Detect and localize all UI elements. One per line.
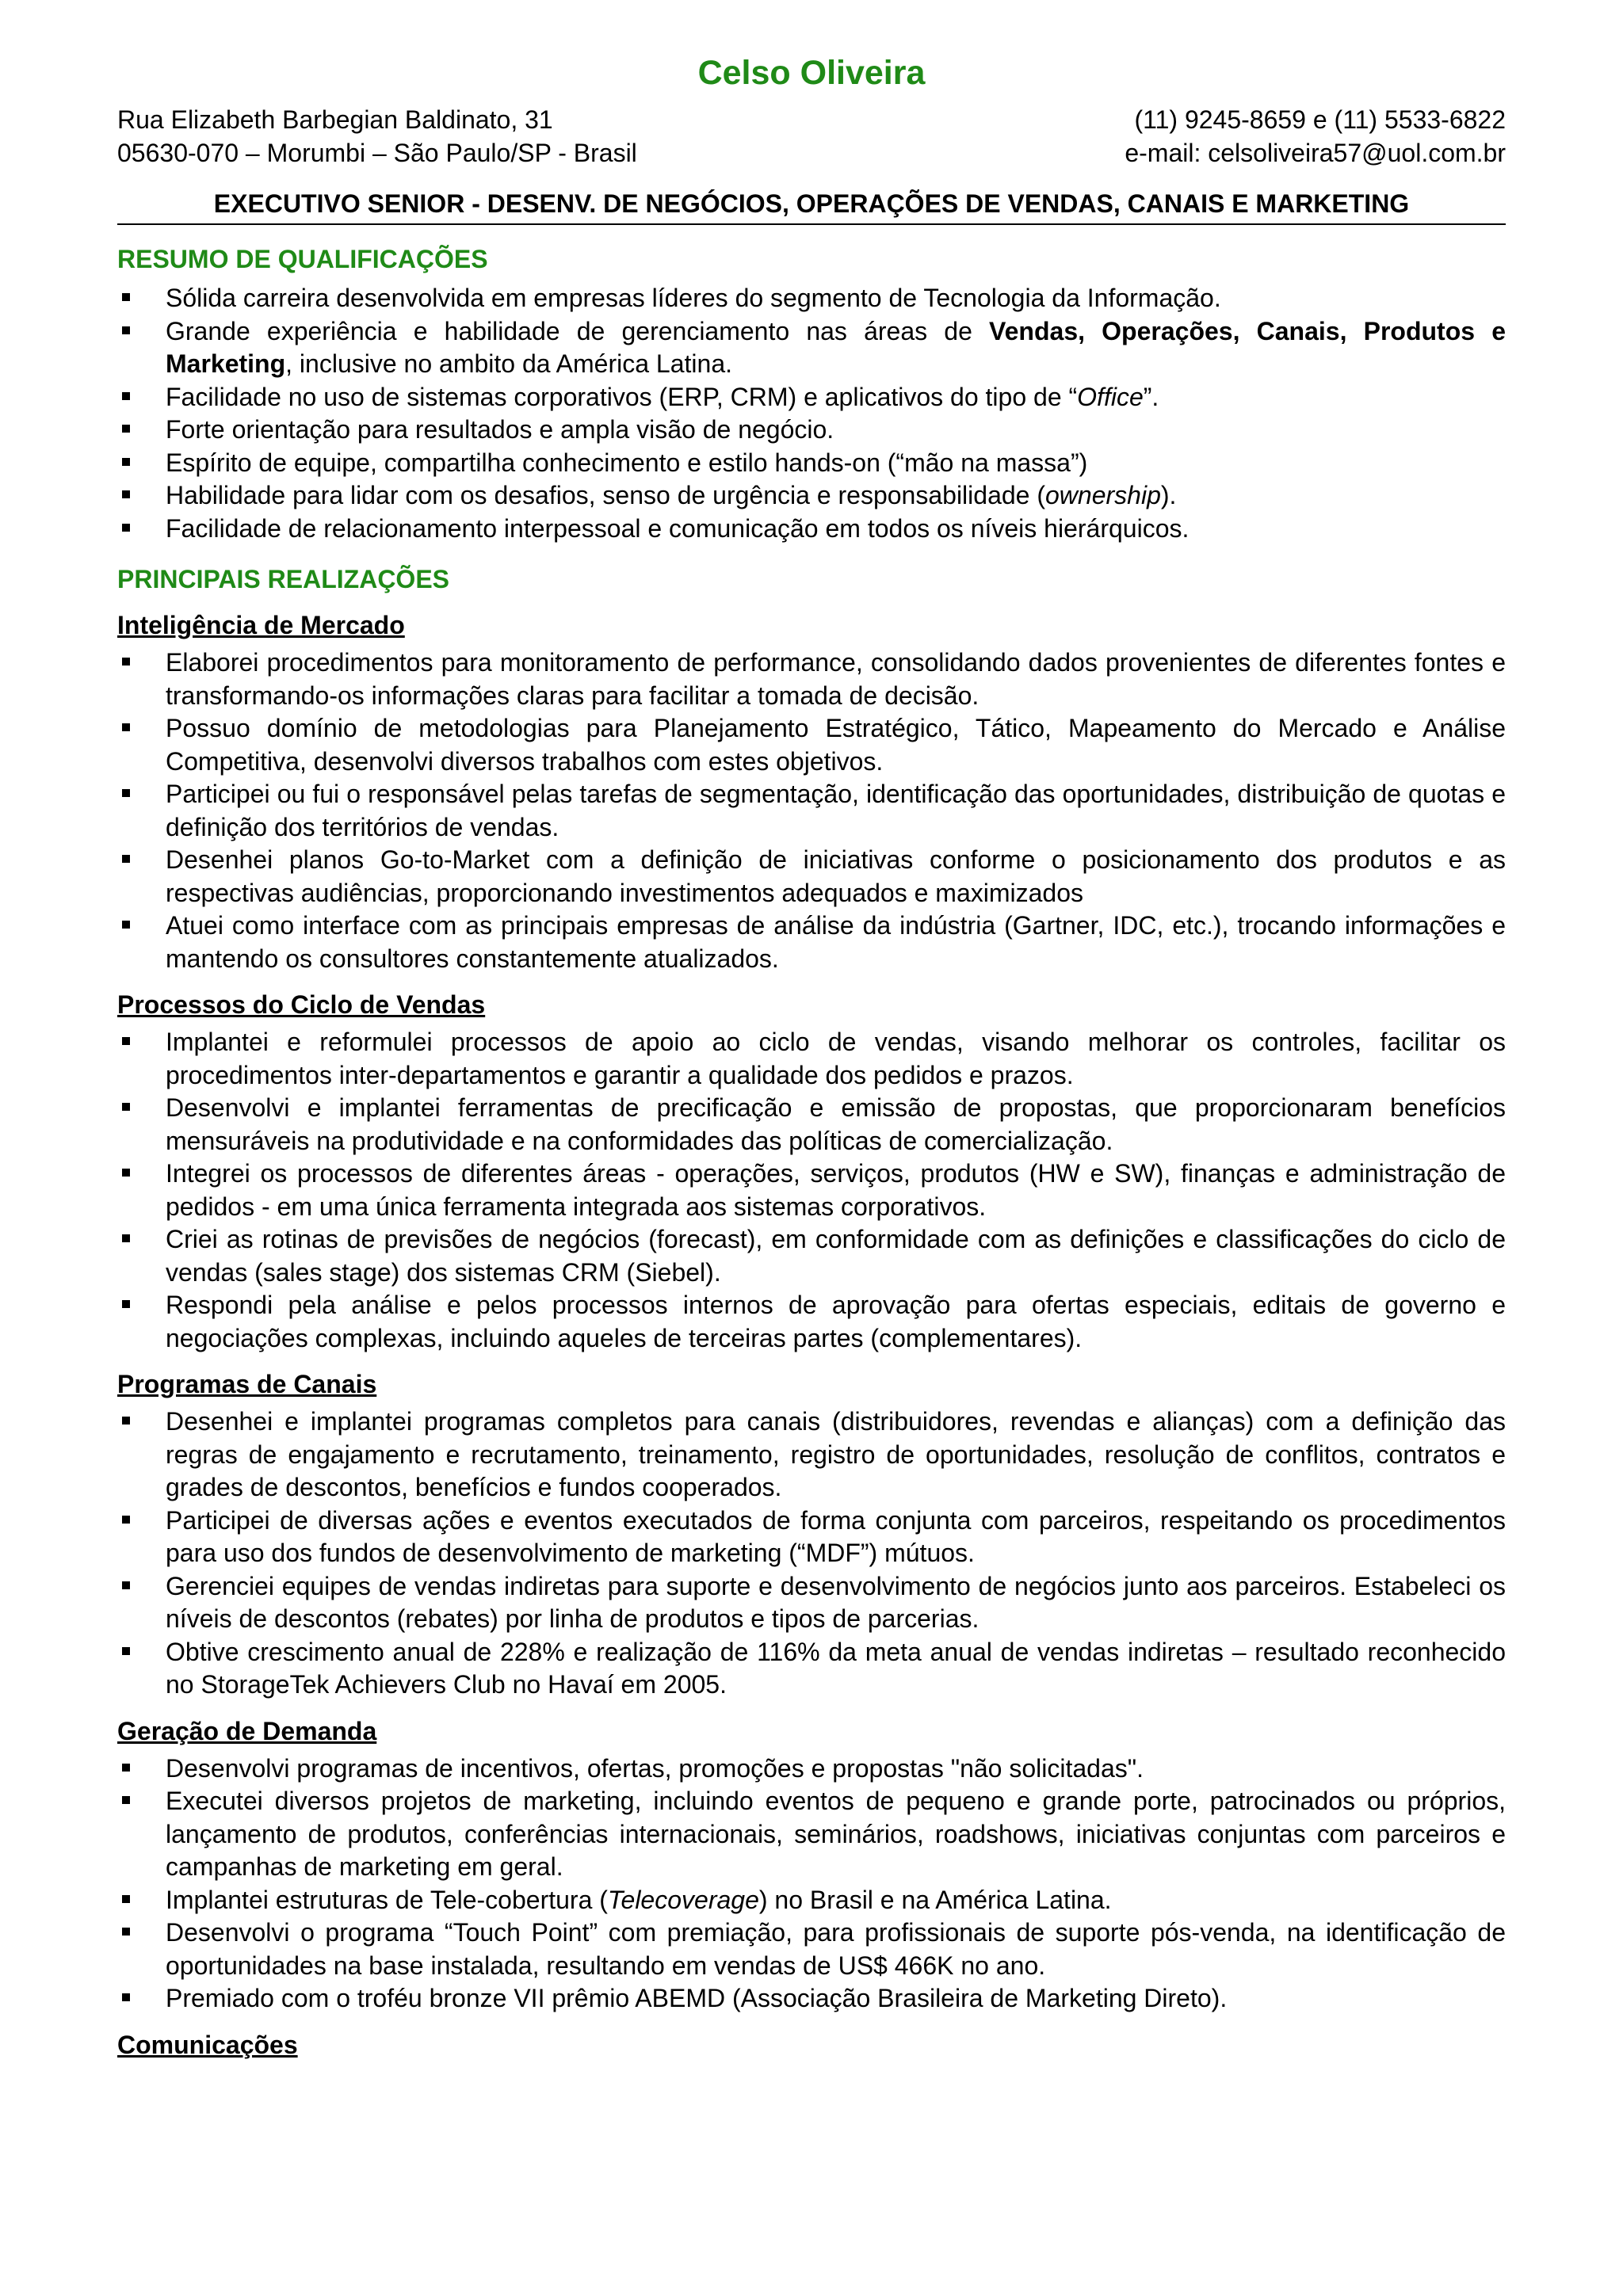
square-bullet-icon: [122, 425, 130, 433]
bold-text: Vendas, Operações, Canais, Produtos e Marketing: [166, 316, 1507, 378]
bullet-text: Desenvolvi programas de incentivos, ofertas, promoções e propostas "não solicitadas".: [166, 1753, 1144, 1783]
square-bullet-icon: [122, 1234, 130, 1242]
bullet-item: [117, 381, 1506, 414]
bullet-text: Desenhei planos Go-to-Market com a definição de iniciativas conforme o posicionamento dos produtos e as respectivas audiências, proporcionando investimentos adequados e maximizados: [166, 845, 1506, 907]
bullet-item: [117, 1505, 1506, 1570]
square-bullet-icon: [122, 1417, 130, 1425]
bullet-text: Espírito de equipe, compartilha conhecimento e estilo hands-on (“mão na massa”): [166, 448, 1088, 477]
square-bullet-icon: [122, 1169, 130, 1177]
square-bullet-icon: [122, 723, 130, 731]
bullet-item: [117, 1982, 1506, 2016]
square-bullet-icon: [122, 1516, 130, 1524]
bullet-text: Premiado com o troféu bronze VII prêmio ABEMD (Associação Brasileira de Marketing Direto).: [166, 1984, 1228, 2012]
subsection-title: Inteligência de Mercado: [117, 611, 405, 639]
bullet-item: [117, 1092, 1506, 1158]
candidate-name: Celso Oliveira: [697, 54, 926, 92]
square-bullet-icon: [122, 458, 130, 466]
square-bullet-icon: [122, 293, 130, 301]
email-address: e-mail: celsoliveira57@uol.com.br: [1125, 139, 1506, 167]
bullet-text: Criei as rotinas de previsões de negócios (forecast), em conformidade com as definições e classificações do ciclo de vendas (sales stage) dos sistemas CRM (Siebel).: [166, 1225, 1506, 1287]
bullet-item: [117, 1405, 1506, 1505]
square-bullet-icon: [122, 1895, 130, 1903]
bullet-text: Sólida carreira desenvolvida em empresas líderes do segmento de Tecnologia da Informação.: [166, 284, 1221, 312]
bullet-item: [117, 1026, 1506, 1092]
bullet-text: Participei de diversas ações e eventos executados de forma conjunta com parceiros, respeitando os procedimentos para uso dos fundos de desenvolvimento de marketing (“MDF”) mútuos.: [166, 1505, 1506, 1567]
bullet-list: [117, 282, 1506, 545]
bullet-text: Desenhei e implantei programas completos para canais (distribuidores, revendas e alianças) com a definição das regras de engajamento e recrutamento, treinamento, registro de oportunidades, resolução de conflitos, contratos e grades de descontos, benefícios e fundos cooperados.: [166, 1407, 1506, 1501]
subsection-title: Comunicações: [117, 2030, 298, 2059]
address-line-1: Rua Elizabeth Barbegian Baldinato, 31: [117, 105, 553, 134]
bullet-item: [117, 414, 1506, 447]
bullet-item: [117, 646, 1506, 712]
bullet-item: [117, 1570, 1506, 1636]
square-bullet-icon: [122, 1993, 130, 2001]
bullet-text: Grande experiência e habilidade de gerenciamento nas áreas de: [166, 316, 990, 345]
bullet-list: [117, 1753, 1506, 2016]
bullet-text: Elaborei procedimentos para monitoramento de performance, consolidando dados provenientes de diferentes fontes e transformando-os informações claras para facilitar a tomada de decisão.: [166, 648, 1506, 710]
bullet-item: [117, 712, 1506, 778]
bullet-text: ).: [1160, 481, 1177, 509]
bullet-text: Facilidade no uso de sistemas corporativos (ERP, CRM) e aplicativos do tipo de “: [166, 382, 1078, 411]
square-bullet-icon: [122, 1928, 130, 1936]
bullet-text: Habilidade para lidar com os desafios, senso de urgência e responsabilidade (: [166, 481, 1045, 509]
square-bullet-icon: [122, 392, 130, 400]
italic-text: Office: [1077, 382, 1144, 411]
bullet-text: ”.: [1143, 382, 1159, 411]
bullet-item: [117, 479, 1506, 513]
bullet-list: [117, 1405, 1506, 1702]
square-bullet-icon: [122, 789, 130, 797]
bullet-item: [117, 282, 1506, 315]
section-title: RESUMO DE QUALIFICAÇÕES: [117, 245, 488, 273]
bullet-item: [117, 1223, 1506, 1289]
square-bullet-icon: [122, 1037, 130, 1045]
square-bullet-icon: [122, 1764, 130, 1772]
bullet-item: [117, 1785, 1506, 1884]
bullet-text: Implantei estruturas de Tele-cobertura (: [166, 1885, 608, 1914]
square-bullet-icon: [122, 326, 130, 334]
bullet-text: Executei diversos projetos de marketing, incluindo eventos de pequeno e grande porte, patrocinados ou próprios, lançamento de produtos, conferências internacionais, seminários, roadshows, iniciativas conjuntas com parceiros e campanhas de marketing em geral.: [166, 1787, 1506, 1881]
bullet-item: [117, 1884, 1506, 1917]
bullet-item: [117, 1753, 1506, 1786]
bullet-text: Forte orientação para resultados e ampla visão de negócio.: [166, 415, 834, 444]
bullet-item: [117, 447, 1506, 480]
bullet-text: Possuo domínio de metodologias para Planejamento Estratégico, Tático, Mapeamento do Mercado e Análise Competitiva, desenvolvi diversos trabalhos com estes objetivos.: [166, 714, 1506, 776]
square-bullet-icon: [122, 1647, 130, 1655]
square-bullet-icon: [122, 1796, 130, 1804]
italic-text: ownership: [1045, 481, 1161, 509]
address-line-2: 05630-070 – Morumbi – São Paulo/SP - Brasil: [117, 139, 637, 167]
bullet-text: Facilidade de relacionamento interpessoal e comunicação em todos os níveis hierárquicos.: [166, 513, 1190, 543]
bullet-list: [117, 1026, 1506, 1355]
bullet-item: [117, 1636, 1506, 1702]
square-bullet-icon: [122, 524, 130, 532]
bullet-item: [117, 910, 1506, 975]
italic-text: Telecoverage: [607, 1885, 759, 1914]
bullet-text: Respondi pela análise e pelos processos internos de aprovação para ofertas especiais, editais de governo e negociações complexas, incluindo aqueles de terceiras partes (complementares).: [166, 1291, 1506, 1352]
bullet-item: [117, 1158, 1506, 1223]
bullet-item: [117, 1289, 1506, 1355]
bullet-text: Integrei os processos de diferentes áreas - operações, serviços, produtos (HW e SW), finanças e administração de pedidos - em uma única ferramenta integrada aos sistemas corporativos.: [166, 1159, 1506, 1221]
subsection-title: Programas de Canais: [117, 1370, 377, 1398]
contact-row-2: [117, 136, 1506, 170]
section-title: PRINCIPAIS REALIZAÇÕES: [117, 565, 449, 593]
square-bullet-icon: [122, 490, 130, 498]
bullet-item: [117, 513, 1506, 546]
professional-headline: EXECUTIVO SENIOR - DESENV. DE NEGÓCIOS, OPERAÇÕES DE VENDAS, CANAIS E MARKETING: [117, 187, 1506, 225]
square-bullet-icon: [122, 921, 130, 929]
bullet-text: Gerenciei equipes de vendas indiretas para suporte e desenvolvimento de negócios junto aos parceiros. Estabeleci os níveis de descontos (rebates) por linha de produtos e tipos de parcerias.: [166, 1571, 1506, 1633]
bullet-text: Obtive crescimento anual de 228% e realização de 116% da meta anual de vendas indiretas – resultado reconhecido no StorageTek Achievers Club no Havaí em 2005.: [166, 1637, 1506, 1699]
contact-row-1: [117, 103, 1506, 136]
bullet-item: [117, 778, 1506, 844]
bullet-text: Atuei como interface com as principais empresas de análise da indústria (Gartner, IDC, etc.), trocando informações e mantendo os consultores constantemente atualizados.: [166, 911, 1506, 973]
square-bullet-icon: [122, 1581, 130, 1589]
bullet-text: Participei ou fui o responsável pelas tarefas de segmentação, identificação das oportunidades, distribuição de quotas e definição dos territórios de vendas.: [166, 780, 1506, 841]
bullet-item: [117, 844, 1506, 910]
subsection-title: Processos do Ciclo de Vendas: [117, 990, 486, 1019]
bullet-list: [117, 646, 1506, 975]
square-bullet-icon: [122, 855, 130, 863]
square-bullet-icon: [122, 658, 130, 666]
bullet-text: ) no Brasil e na América Latina.: [758, 1885, 1112, 1914]
bullet-item: [117, 1917, 1506, 1982]
bullet-text: Implantei e reformulei processos de apoio ao ciclo de vendas, visando melhorar os controles, facilitar os procedimentos inter-departamentos e garantir a qualidade dos pedidos e prazos.: [166, 1028, 1506, 1089]
subsection-title: Geração de Demanda: [117, 1716, 377, 1745]
bullet-text: Desenvolvi o programa “Touch Point” com premiação, para profissionais de suporte pós-venda, na identificação de oportunidades na base instalada, resultando em vendas de US$ 466K no ano.: [166, 1918, 1506, 1980]
phone-numbers: (11) 9245-8659 e (11) 5533-6822: [1134, 105, 1506, 134]
bullet-item: [117, 315, 1506, 381]
square-bullet-icon: [122, 1300, 130, 1308]
bullet-text: Desenvolvi e implantei ferramentas de precificação e emissão de propostas, que proporcionaram benefícios mensuráveis na produtividade e na conformidades das políticas de comercialização.: [166, 1093, 1506, 1155]
bullet-text: , inclusive no ambito da América Latina.: [285, 349, 732, 378]
square-bullet-icon: [122, 1103, 130, 1111]
resume-content: [117, 242, 1506, 2061]
